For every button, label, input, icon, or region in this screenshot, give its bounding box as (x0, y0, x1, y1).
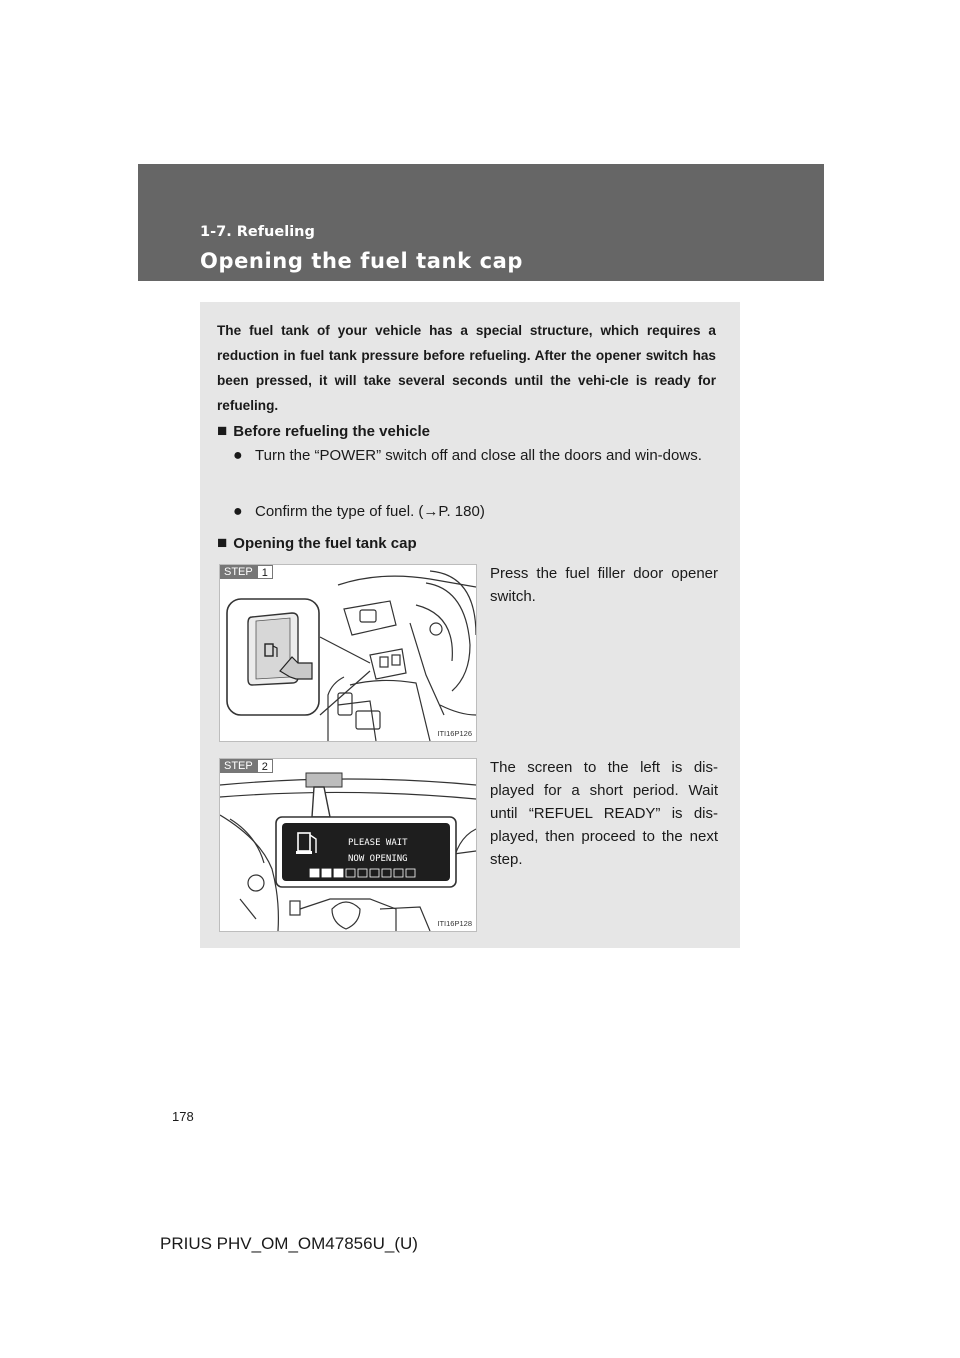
dashboard-switch-drawing (220, 565, 476, 741)
step2-badge: STEP 2 (220, 759, 273, 773)
page-number: 178 (172, 1109, 194, 1124)
display-line-now-opening: NOW OPENING (348, 854, 408, 864)
illustration-code: ITI16P128 (437, 919, 472, 928)
square-bullet-icon: ■ (217, 421, 228, 440)
content-panel (200, 302, 740, 948)
bullet-item-power-switch: ● Turn the “POWER” switch off and close all the doors and win-dows. (233, 444, 719, 467)
section-label: 1-7. Refueling (200, 224, 315, 240)
section-heading-before-refueling: ■ Before refueling the vehicle (217, 421, 431, 440)
page-title: Opening the fuel tank cap (200, 249, 524, 273)
intro-paragraph: The fuel tank of your vehicle has a special structure, which requires a reduction in fuel tank pressure before refueling. After the opener switch has been pressed, it will take several seconds until the vehi-cle is ready for refueling. (217, 323, 716, 413)
square-bullet-icon: ■ (217, 533, 228, 552)
chapter-header (138, 164, 824, 281)
step1-text: Press the fuel filler door opener switch. (490, 565, 718, 605)
step2-text: The screen to the left is dis-played for a short period. Wait until “REFUEL READY” is dis-played, then proceed to the next step. (490, 759, 718, 868)
step1-illustration (219, 564, 477, 742)
illustration-code: ITI16P126 (437, 729, 472, 738)
circle-bullet-icon: ● (233, 447, 243, 464)
document-footer-code: PRIUS PHV_OM_OM47856U_(U) (160, 1234, 418, 1253)
section-heading-opening-cap: ■ Opening the fuel tank cap (217, 533, 417, 552)
display-line-please-wait: PLEASE WAIT (348, 838, 408, 848)
circle-bullet-icon: ● (233, 503, 243, 520)
bullet-item-fuel-type: ● Confirm the type of fuel. (→P. 180) (233, 500, 719, 523)
dashboard-display-drawing (220, 759, 476, 931)
step2-illustration (219, 758, 477, 932)
step1-badge: STEP 1 (220, 565, 273, 579)
